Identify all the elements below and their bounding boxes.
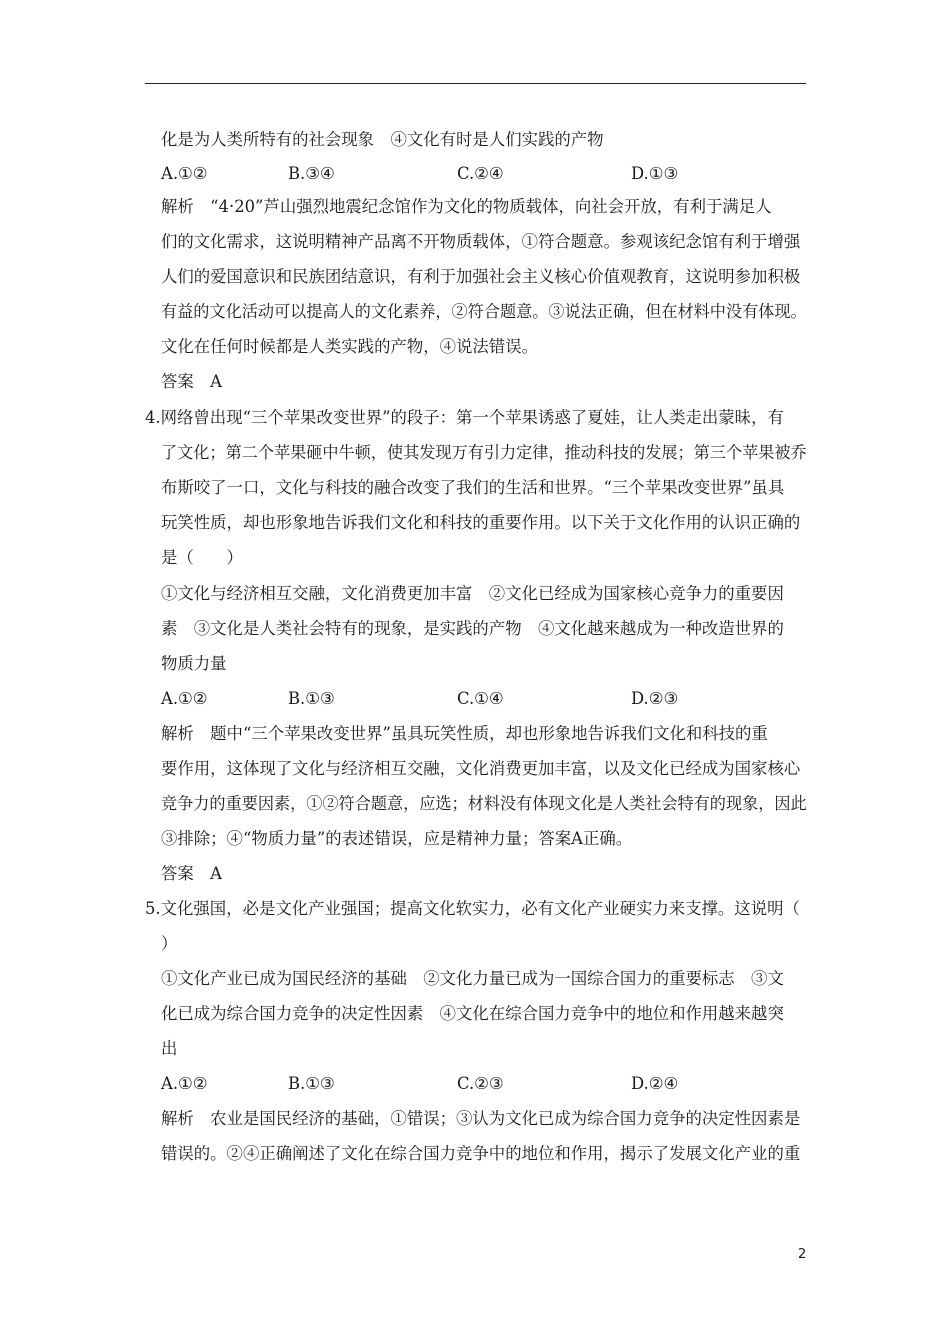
- statement-line: 素 ③文化是人类社会特有的现象，是实践的产物 ④文化越来越成为一种改造世界的: [161, 619, 784, 638]
- q3-option-a: A.①②: [161, 164, 208, 183]
- stem-line: 是（ ）: [161, 548, 243, 567]
- stem-line: ）: [161, 934, 178, 953]
- q4-option-c: C.①④: [457, 689, 504, 708]
- analysis-line: ③排除；④“物质力量”的表述错误，应是精神力量；答案A正确。: [161, 829, 633, 848]
- analysis-line: 们的文化需求，这说明精神产品离不开物质载体，①符合题意。参观该纪念馆有利于增强: [161, 232, 801, 251]
- q5-option-b: B.①③: [288, 1074, 335, 1093]
- analysis-line: 解析 题中“三个苹果改变世界”虽具玩笑性质，却也形象地告诉我们文化和科技的重: [161, 724, 768, 743]
- analysis-line: 错误的。②④正确阐述了文化在综合国力竞争中的地位和作用，揭示了发展文化产业的重: [161, 1144, 801, 1163]
- stem-line: 玩笑性质，却也形象地告诉我们文化和科技的重要作用。以下关于文化作用的认识正确的: [161, 513, 801, 532]
- stem-line: 了文化；第二个苹果砸中牛顿，使其发现万有引力定律，推动科技的发展；第三个苹果被乔: [161, 443, 807, 462]
- q3-stem-end: 化是为人类所特有的社会现象 ④文化有时是人们实践的产物: [161, 130, 604, 149]
- statement-line: ①文化与经济相互交融，文化消费更加丰富 ②文化已经成为国家核心竞争力的重要因: [161, 584, 784, 603]
- q4-answer: 答案 A: [161, 864, 223, 883]
- page-number: 2: [798, 1247, 807, 1262]
- statement-line: 物质力量: [161, 654, 227, 673]
- stem-line: 布斯咬了一口，文化与科技的融合改变了我们的生活和世界。“三个苹果改变世界”虽具: [161, 478, 785, 497]
- statement-line: 化已成为综合国力竞争的决定性因素 ④文化在综合国力竞争中的地位和作用越来越突: [161, 1004, 784, 1023]
- q4-option-d: D.②③: [631, 689, 679, 708]
- q3-answer: 答案 A: [161, 372, 223, 391]
- analysis-line: 要作用，这体现了文化与经济相互交融，文化消费更加丰富，以及文化已经成为国家核心: [161, 759, 801, 778]
- stem-line: 5.文化强国，必是文化产业强国；提高文化软实力，必有文化产业硬实力来支撑。这说明（: [145, 899, 800, 918]
- q5-option-d: D.②④: [631, 1074, 679, 1093]
- analysis-line: 文化在任何时候都是人类实践的产物，④说法错误。: [161, 337, 538, 356]
- statement-line: ①文化产业已成为国民经济的基础 ②文化力量已成为一国综合国力的重要标志 ③文: [161, 969, 784, 988]
- q5-option-a: A.①②: [161, 1074, 208, 1093]
- stem-line: 4.网络曾出现“三个苹果改变世界”的段子：第一个苹果诱惑了夏娃，让人类走出蒙昧，有: [145, 408, 784, 427]
- q4-option-a: A.①②: [161, 689, 208, 708]
- q3-option-b: B.③④: [288, 164, 335, 183]
- q5-option-c: C.②③: [457, 1074, 504, 1093]
- q3-option-c: C.②④: [457, 164, 504, 183]
- header-rule: [145, 83, 806, 84]
- statement-line: 出: [161, 1039, 178, 1058]
- analysis-line: 解析 农业是国民经济的基础，①错误；③认为文化已成为综合国力竞争的决定性因素是: [161, 1109, 801, 1128]
- analysis-line: 解析 “4·20”芦山强烈地震纪念馆作为文化的物质载体，向社会开放，有利于满足人: [161, 197, 772, 216]
- q3-option-d: D.①③: [631, 164, 679, 183]
- analysis-line: 竞争力的重要因素，①②符合题意，应选；材料没有体现文化是人类社会特有的现象，因此: [161, 794, 807, 813]
- q4-option-b: B.①③: [288, 689, 335, 708]
- analysis-line: 有益的文化活动可以提高人的文化素养，②符合题意。③说法正确，但在材料中没有体现。: [161, 302, 807, 321]
- analysis-line: 人们的爱国意识和民族团结意识，有利于加强社会主义核心价值观教育，这说明参加积极: [161, 267, 801, 286]
